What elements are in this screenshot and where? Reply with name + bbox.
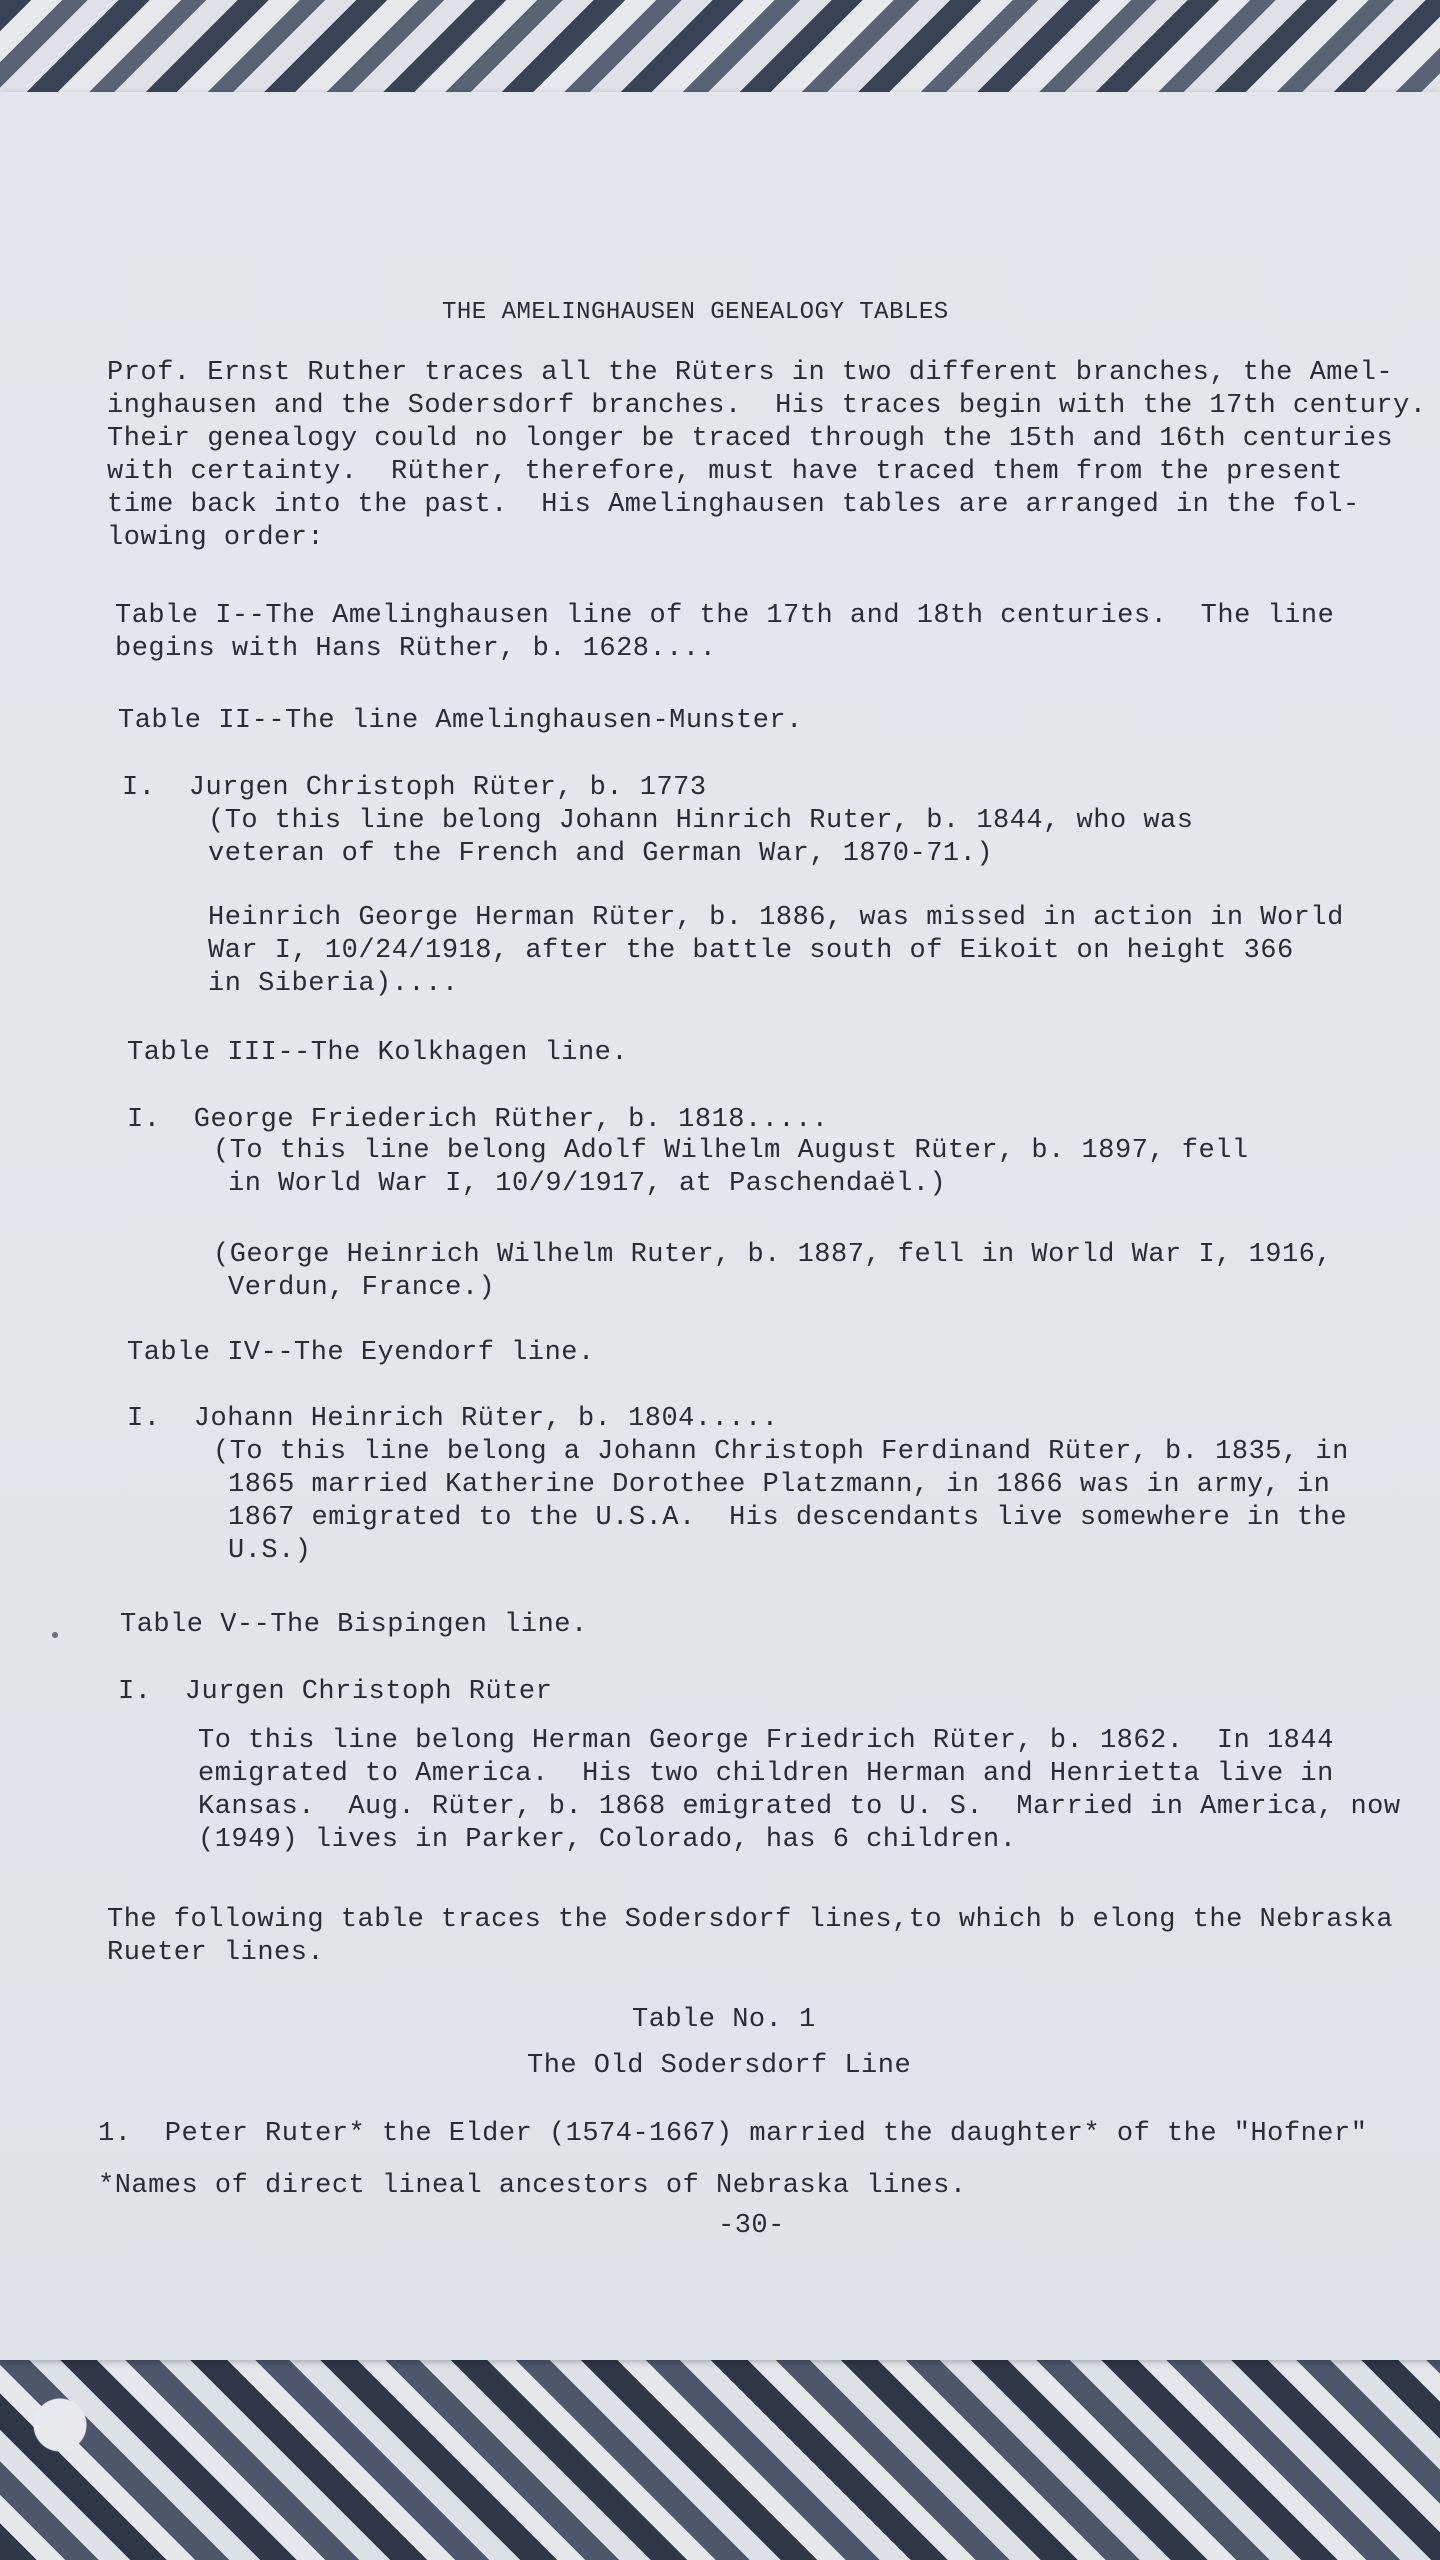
table3-note-line: in World War I, 10/9/1917, at Paschendaël.) [228,1169,947,1199]
table4-note-line: 1867 emigrated to the U.S.A. His descendants live somewhere in the [228,1503,1348,1533]
page-number: -30- [718,2211,785,2241]
table5-note-line: Kansas. Aug. Rüter, b. 1868 emigrated to U. S. Married in America, now [198,1792,1401,1822]
table3-note-line: (George Heinrich Wilhelm Ruter, b. 1887, fell in World War I, 1916, [213,1240,1333,1270]
table5-note-line: (1949) lives in Parker, Colorado, has 6 children. [198,1825,1017,1855]
table2-note-line: Heinrich George Herman Rüter, b. 1886, was missed in action in World [208,903,1344,933]
table3-item: I. George Friederich Rüther, b. 1818..... [127,1105,829,1135]
intro-line: Prof. Ernst Ruther traces all the Rüters in two different branches, the Amel- [107,358,1394,388]
table1-line: begins with Hans Rüther, b. 1628.... [115,634,717,664]
table2-item: I. Jurgen Christoph Rüter, b. 1773 [122,773,707,803]
table3-heading: Table III--The Kolkhagen line. [127,1038,629,1068]
table5-heading: Table V--The Bispingen line. [120,1610,588,1640]
entry-line: 1. Peter Ruter* the Elder (1574-1667) married the daughter* of the "Hofner" [98,2119,1368,2149]
table3-note-line: Verdun, France.) [228,1273,496,1303]
fabric-background-top [0,0,1440,105]
table1-line: Table I--The Amelinghausen line of the 17th and 18th centuries. The line [115,601,1335,631]
table2-note-line: veteran of the French and German War, 1870-71.) [208,839,994,869]
table-name: The Old Sodersdorf Line [527,2051,912,2081]
intro-line: with certainty. Rüther, therefore, must have traced them from the present [107,457,1343,487]
table-number-label: Table No. 1 [632,2005,816,2035]
table4-item: I. Johann Heinrich Rüter, b. 1804..... [127,1404,779,1434]
table4-note-line: 1865 married Katherine Dorothee Platzmann, in 1866 was in army, in [228,1470,1331,1500]
document-title: THE AMELINGHAUSEN GENEALOGY TABLES [442,299,949,326]
following-line: Rueter lines. [107,1938,325,1968]
intro-line: inghausen and the Sodersdorf branches. His traces begin with the 17th century. [107,391,1427,421]
table2-heading: Table II--The line Amelinghausen-Munster. [118,706,803,736]
table3-note-line: (To this line belong Adolf Wilhelm August Rüter, b. 1897, fell [213,1136,1249,1166]
table2-note-line: War I, 10/24/1918, after the battle south of Eikoit on height 366 [208,936,1294,966]
table5-note-line: emigrated to America. His two children Herman and Henrietta live in [198,1759,1334,1789]
intro-line: time back into the past. His Amelinghausen tables are arranged in the fol- [107,490,1360,520]
paper-mark [52,1632,58,1638]
following-line: The following table traces the Sodersdorf lines,to which b elong the Nebraska [107,1905,1394,1935]
table4-note-line: U.S.) [228,1536,312,1566]
table4-heading: Table IV--The Eyendorf line. [127,1338,595,1368]
table5-item: I. Jurgen Christoph Rüter [118,1677,553,1707]
footnote: *Names of direct lineal ancestors of Nebraska lines. [98,2171,967,2201]
table4-note-line: (To this line belong a Johann Christoph Ferdinand Rüter, b. 1835, in [213,1437,1349,1467]
table5-note-line: To this line belong Herman George Friedrich Rüter, b. 1862. In 1844 [198,1726,1334,1756]
table2-note-line: (To this line belong Johann Hinrich Ruter, b. 1844, who was [208,806,1194,836]
table2-note-line: in Siberia).... [208,969,459,999]
intro-line: lowing order: [107,523,325,553]
fabric-background-bottom [0,2355,1440,2560]
intro-line: Their genealogy could no longer be traced through the 15th and 16th centuries [107,424,1394,454]
